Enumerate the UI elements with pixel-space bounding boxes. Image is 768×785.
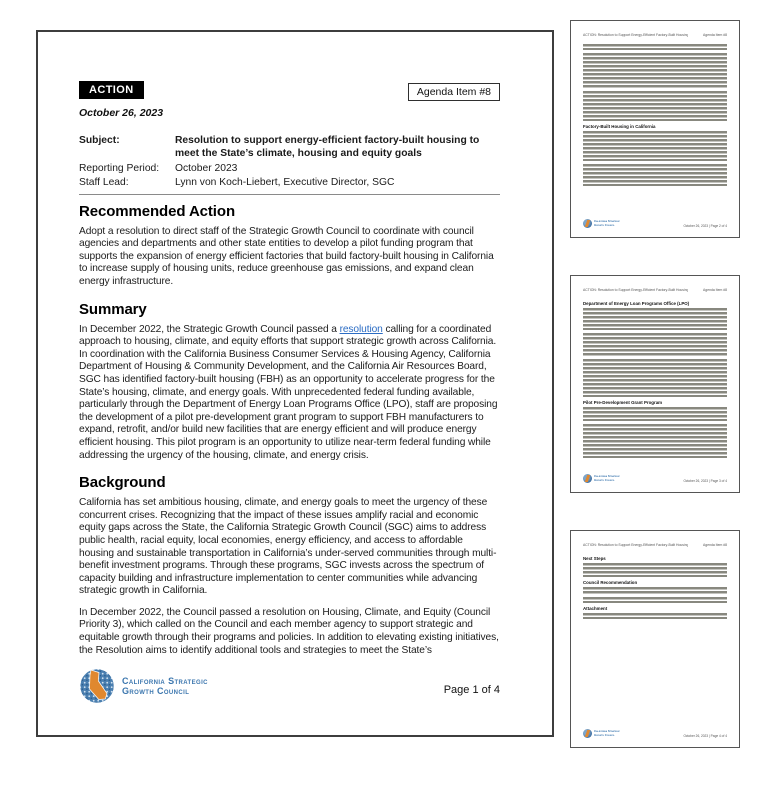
sgc-logo-block	[79, 668, 208, 704]
thumb-paragraph-lines	[583, 407, 727, 421]
recommended-action-heading: Recommended Action	[79, 202, 236, 220]
thumb-paragraph-lines	[583, 131, 727, 161]
thumb-paragraph-lines	[583, 597, 727, 603]
page-number: Page 1 of 4	[443, 684, 500, 697]
page-footer	[79, 668, 500, 704]
thumb-page-number: October 26, 2023 | Page 3 of 4	[683, 479, 727, 483]
thumb-section-heading: Factory-Built Housing in California	[583, 123, 656, 129]
thumb-paragraph-lines	[583, 587, 727, 593]
thumb-paragraph-lines	[583, 613, 727, 619]
mini-logo-line-2: Growth Council	[594, 477, 615, 482]
background-heading: Background	[79, 474, 166, 492]
thumb-page-number: October 26, 2023 | Page 4 of 4	[683, 734, 727, 738]
thumb-paragraph-lines	[583, 91, 727, 121]
thumb-paragraph-lines	[583, 359, 727, 397]
running-header-agenda: Agenda Item #8	[703, 288, 727, 292]
document-page-1	[36, 30, 554, 737]
thumb-paragraph-lines	[583, 424, 727, 458]
running-header-title: ACTION: Resolution to Support Energy-Efficient Factory-Built Housing	[583, 33, 689, 37]
document-meta-table	[79, 134, 500, 190]
logo-line-1: California Strategic	[122, 675, 208, 686]
thumb-paragraph-lines	[583, 164, 727, 186]
thumb-section-heading: Next Steps	[583, 556, 606, 561]
mini-logo-wordmark	[594, 730, 620, 737]
summary-text-pre-link: In December 2022, the Strategic Growth Council passed a	[79, 323, 340, 335]
running-header-title: ACTION: Resolution to Support Energy-Efficient Factory-Built Housing	[583, 543, 689, 547]
sgc-mini-logo-icon	[583, 729, 592, 738]
thumb-paragraph-lines	[583, 53, 727, 87]
thumb-page-number: October 26, 2023 | Page 2 of 4	[683, 224, 727, 228]
summary-heading: Summary	[79, 300, 147, 318]
thumb-running-header	[583, 543, 727, 547]
page-4-thumbnail[interactable]	[570, 530, 740, 748]
sgc-mini-logo-icon	[583, 219, 592, 228]
agenda-item-box: Agenda Item #8	[408, 83, 500, 101]
thumb-body	[583, 554, 727, 622]
page-2-thumbnail[interactable]	[570, 20, 740, 238]
thumb-body	[583, 44, 727, 189]
thumb-running-header	[583, 33, 727, 37]
background-paragraph-1: California has set ambitious housing, climate, and energy goals to meet the urgency of these concurrent crises. Recognizing that the impact of these issues amplify racial and economic equity gaps across the State, the California Strategic Growth Council (SGC) aims to address public health, racial equity, local economies, energy efficiency, and access to affordable housing and sustainable transportation in California’s under-served communities through multi-benefit investment programs. Through these programs, SGC invests across the spectrum of capacity building and infrastructure implementation to center communities while advancing strategic growth in California.	[79, 497, 497, 597]
summary-paragraph	[79, 324, 500, 463]
running-header-agenda: Agenda Item #8	[703, 33, 727, 37]
subject-label: Subject:	[79, 135, 120, 146]
thumb-paragraph-lines	[583, 44, 727, 50]
mini-logo-line-1: California Strategic	[594, 219, 620, 223]
thumb-paragraph-lines	[583, 333, 727, 355]
staff-lead-value: Lynn von Koch-Liebert, Executive Director, SGC	[175, 177, 395, 189]
mini-logo-line-1: California Strategic	[594, 729, 620, 733]
sgc-logo-wordmark	[122, 676, 208, 697]
thumb-body	[583, 299, 727, 461]
thumb-section-heading: Attachment	[583, 605, 608, 611]
reporting-period-value: October 2023	[175, 162, 238, 174]
summary-text-post-link: calling for a coordinated approach to housing, climate, and equity efforts that support strategic growth across California. In coordination with the California Business Consumer Services & Housing Agency, California Department of Housing & Community Development, and the California Air Resources Board, SGC has identified factory-built housing (FBH) as an opportunity to accelerate progress for the State’s housing, climate, and energy goals. With unprecedented federal funding available, particularly through the Department of Energy Loan Programs Office (LPO), staff are proposing the development of a pilot pre-development grant program to support FBH manufacturers to expand, retrofit, and/or build new facilities that are energy efficient and will produce energy efficient housing. This pilot program is an opportunity to utilize near-term federal funding while addressing the urgency of the housing, climate, and energy crisis.	[79, 323, 498, 461]
thumb-paragraph-lines	[583, 308, 727, 330]
page-thumbnails-column	[570, 20, 740, 785]
meta-divider	[79, 194, 500, 195]
thumb-footer	[583, 474, 727, 483]
thumb-running-header	[583, 288, 727, 292]
background-paragraph-2: In December 2022, the Council passed a resolution on Housing, Climate, and Equity (Council Priority 3), which called on the Council and each member agency to support strategic and equitable growth through their programs and policies. In addition to elevating existing initiatives, the Resolution aims to identify additional tools and strategies to meet the State’s	[79, 606, 499, 656]
resolution-link[interactable]: resolution	[339, 323, 383, 335]
thumb-paragraph-lines	[583, 563, 727, 577]
sgc-mini-logo-icon	[583, 474, 592, 483]
subject-value: Resolution to support energy-efficient factory-built housing to meet the State’s climate, housing and equity goals	[175, 135, 480, 160]
mini-logo-line-1: California Strategic	[594, 474, 620, 478]
thumb-section-heading: Council Recommendation	[583, 580, 638, 586]
running-header-agenda: Agenda Item #8	[703, 543, 727, 547]
mini-logo-wordmark	[594, 220, 620, 227]
reporting-period-label: Reporting Period:	[79, 162, 160, 174]
document-date: October 26, 2023	[79, 107, 164, 119]
mini-logo-line-2: Growth Council	[594, 732, 615, 737]
thumb-footer	[583, 729, 727, 738]
page-header-row	[79, 81, 500, 101]
thumb-footer	[583, 219, 727, 228]
action-badge: ACTION	[79, 81, 144, 99]
thumb-section-heading: Pilot Pre-Development Grant Program	[583, 399, 663, 405]
mini-logo-wordmark	[594, 475, 620, 482]
thumb-section-heading: Department of Energy Loan Programs Office (LPO)	[583, 301, 690, 306]
staff-lead-label: Staff Lead:	[79, 177, 129, 189]
running-header-title: ACTION: Resolution to Support Energy-Efficient Factory-Built Housing	[583, 288, 689, 292]
sgc-globe-logo-icon	[79, 668, 115, 704]
logo-line-2: Growth Council	[122, 686, 190, 697]
mini-logo-line-2: Growth Council	[594, 222, 615, 227]
page-3-thumbnail[interactable]	[570, 275, 740, 493]
recommended-action-paragraph: Adopt a resolution to direct staff of the Strategic Growth Council to coordinate with council agencies and departments and other state entities to develop a pilot funding program that supports the expansion of energy efficient factories that build factory-built housing in California to increase supply of housing units, reduce greenhouse gas emissions, and expand clean energy infrastructure.	[79, 225, 494, 287]
